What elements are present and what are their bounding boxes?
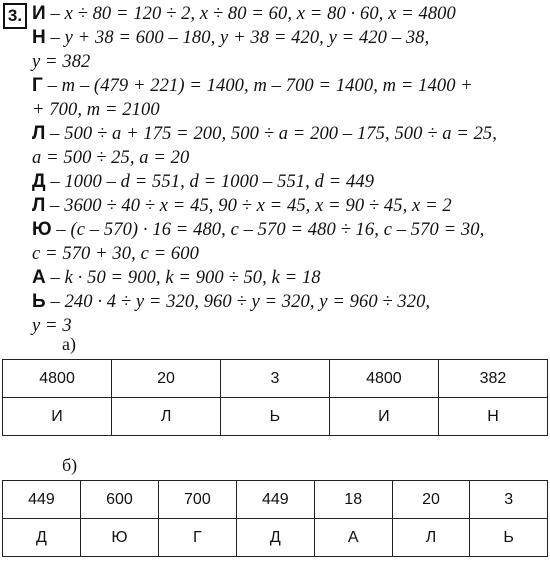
table-row bbox=[3, 481, 548, 519]
equation-line bbox=[32, 194, 548, 218]
equation-text: a = 500 ÷ 25, a = 20 bbox=[32, 148, 190, 168]
equation-letter: Л bbox=[32, 195, 46, 216]
table-row bbox=[3, 398, 548, 436]
equation-line bbox=[32, 2, 548, 26]
equation-text: – m – (479 + 221) = 1400, m – 700 = 1400, m = 1400 + bbox=[42, 76, 473, 96]
equation-text: – (c – 570) · 16 = 480, c – 570 = 480 ÷ 16, c – 570 = 30, bbox=[51, 220, 485, 240]
equation-text: + 700, m = 2100 bbox=[32, 100, 160, 120]
equation-line bbox=[32, 74, 548, 98]
equation-letter: Н bbox=[32, 27, 46, 48]
table-cell: 20 bbox=[112, 360, 221, 398]
part-b-label: б) bbox=[62, 455, 78, 475]
answer-table-b bbox=[2, 480, 548, 557]
table-cell: 600 bbox=[80, 481, 158, 519]
solution-lines bbox=[32, 2, 548, 338]
table-row bbox=[3, 519, 548, 557]
table-cell: А bbox=[314, 519, 392, 557]
equation-line bbox=[32, 98, 548, 122]
table-cell: Ь bbox=[221, 398, 330, 436]
equation-letter: А bbox=[32, 267, 46, 288]
equation-text: y = 3 bbox=[32, 316, 72, 336]
table-cell: 449 bbox=[236, 481, 314, 519]
equation-line bbox=[32, 146, 548, 170]
table-cell: 449 bbox=[3, 481, 81, 519]
table-cell: 4800 bbox=[3, 360, 112, 398]
equation-text: – 240 · 4 ÷ y = 320, 960 ÷ y = 320, y = 960 ÷ 320, bbox=[45, 292, 431, 312]
equation-text: – y + 38 = 600 – 180, y + 38 = 420, y = 420 – 38, bbox=[45, 28, 430, 48]
table-cell: 18 bbox=[314, 481, 392, 519]
equation-line bbox=[32, 314, 548, 338]
equation-text: y = 382 bbox=[32, 52, 91, 72]
equation-line bbox=[32, 290, 548, 314]
equation-letter: Д bbox=[32, 171, 46, 192]
equation-text: – 500 ÷ a + 175 = 200, 500 ÷ a = 200 – 175, 500 ÷ a = 25, bbox=[45, 124, 498, 144]
equation-letter: Г bbox=[32, 75, 43, 96]
table-cell: 3 bbox=[470, 481, 548, 519]
equation-text: – x ÷ 80 = 120 ÷ 2, x ÷ 80 = 60, x = 80 · 60, x = 4800 bbox=[45, 4, 456, 24]
table-cell: Ь bbox=[470, 519, 548, 557]
table-cell: Л bbox=[392, 519, 470, 557]
equation-letter: Ю bbox=[32, 219, 52, 240]
equation-letter: И bbox=[32, 3, 46, 24]
equation-line bbox=[32, 122, 548, 146]
table-cell: Г bbox=[158, 519, 236, 557]
equation-line bbox=[32, 50, 548, 74]
table-cell: И bbox=[3, 398, 112, 436]
equation-text: c = 570 + 30, c = 600 bbox=[32, 244, 199, 264]
equation-line bbox=[32, 242, 548, 266]
equation-letter: Ь bbox=[32, 291, 46, 312]
table-cell: 20 bbox=[392, 481, 470, 519]
equation-line bbox=[32, 170, 548, 194]
table-cell: Н bbox=[438, 398, 547, 436]
table-cell: Л bbox=[112, 398, 221, 436]
equation-line bbox=[32, 218, 548, 242]
equation-text: – 1000 – d = 551, d = 1000 – 551, d = 449 bbox=[45, 172, 375, 192]
table-row bbox=[3, 360, 548, 398]
table-cell: Д bbox=[236, 519, 314, 557]
table-cell: 700 bbox=[158, 481, 236, 519]
equation-text: – 3600 ÷ 40 ÷ x = 45, 90 ÷ x = 45, x = 90 ÷ 45, x = 2 bbox=[45, 196, 452, 216]
equation-text: – k · 50 = 900, k = 900 ÷ 50, k = 18 bbox=[45, 268, 321, 288]
equation-letter: Л bbox=[32, 123, 46, 144]
equation-line bbox=[32, 266, 548, 290]
part-a-label: а) bbox=[62, 334, 76, 354]
table-cell: 4800 bbox=[329, 360, 438, 398]
equation-line bbox=[32, 26, 548, 50]
table-cell: 3 bbox=[221, 360, 330, 398]
table-cell: И bbox=[329, 398, 438, 436]
table-cell: Ю bbox=[80, 519, 158, 557]
table-cell: Д bbox=[3, 519, 81, 557]
task-number-badge: 3. bbox=[3, 3, 27, 29]
answer-table-a bbox=[2, 359, 548, 436]
table-cell: 382 bbox=[438, 360, 547, 398]
